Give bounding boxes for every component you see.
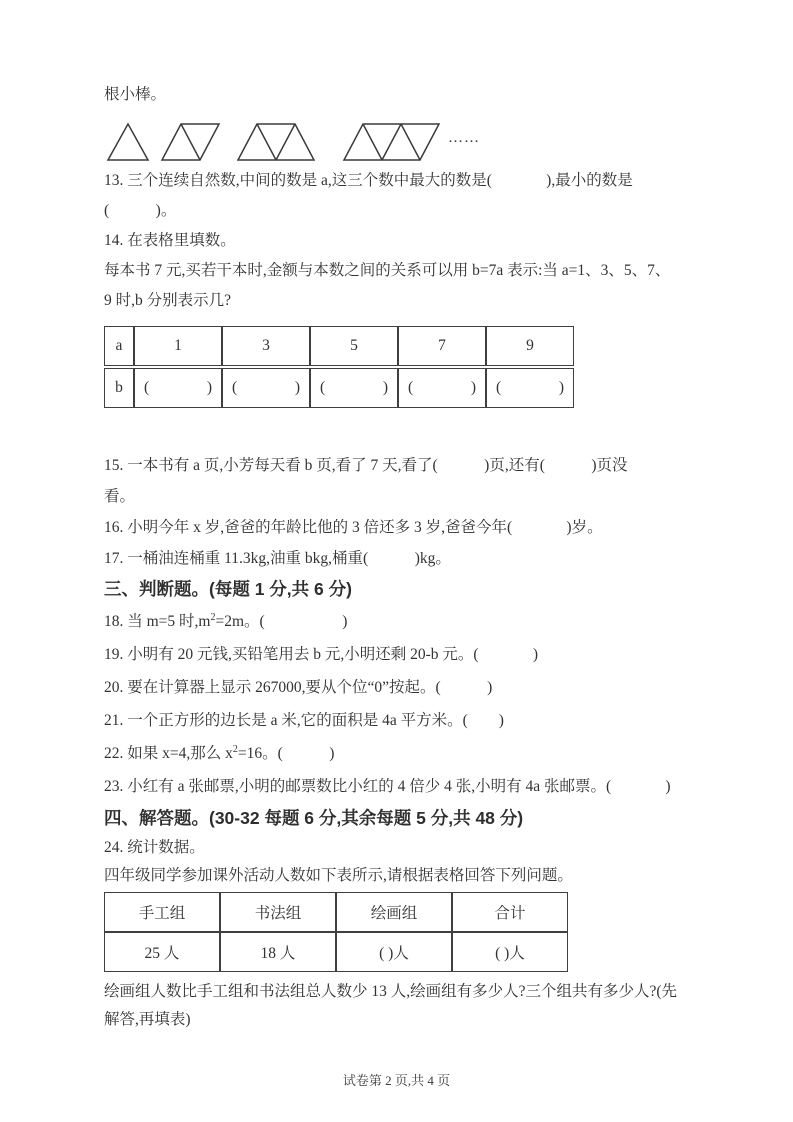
page-content [104,80,714,1034]
question-22-post: =16。( ) [237,745,335,762]
paren-open: ( [232,379,238,396]
group-value-cell: 25 人 [104,932,220,972]
table-row-a [104,326,574,366]
section-3-heading: 三、判断题。(每题 1 分,共 6 分) [104,579,352,599]
prev-question-tail: 根小棒。 [104,86,167,103]
table-row-b [104,368,574,408]
triangle-pattern-figure [104,116,714,164]
question-19: 19. 小明有 20 元钱,买铅笔用去 b 元,小明还剩 20-b 元。( ) [104,646,538,663]
ellipsis-dots: …… [448,129,480,146]
question-22-pre: 22. 如果 x=4,那么 x [104,745,233,762]
section-4-heading: 四、解答题。(30-32 每题 6 分,其余每题 5 分,共 48 分) [104,808,524,828]
paren-close: ) [382,379,388,396]
question-15-line1: 15. 一本书有 a 页,小芳每天看 b 页,看了 7 天,看了( )页,还有( )页没 [104,457,628,474]
question-23: 23. 小红有 a 张邮票,小明的邮票数比小红的 4 倍少 4 张,小明有 4a 张邮票。( ) [104,778,671,795]
group-header-cell: 合计 [452,892,568,932]
question-18-post: =2m。( ) [215,613,348,630]
groups-value-row [104,932,568,972]
paren-close: ) [294,379,300,396]
row-a-cell: 9 [486,326,574,366]
superscript-2: 2 [210,611,216,623]
question-20: 20. 要在计算器上显示 267000,要从个位“0”按起。( ) [104,679,493,696]
paren-close: ) [206,379,212,396]
row-a-cell: 3 [222,326,310,366]
question-24-prompt-line2: 解答,再填表) [104,1011,191,1028]
row-b-blank-cell [222,368,310,408]
question-14-desc-line1: 每本书 7 元,买若干本时,金额与本数之间的关系可以用 b=7a 表示:当 a=1、3、5、7、 [104,262,671,279]
paren-open: ( [496,379,502,396]
group-value-cell: ( )人 [336,932,452,972]
question-13-line1: 13. 三个连续自然数,中间的数是 a,这三个数中最大的数是( ),最小的数是 [104,172,633,189]
question-16: 16. 小明今年 x 岁,爸爸的年龄比他的 3 倍还多 3 岁,爸爸今年( )岁。 [104,519,603,536]
group-header-cell: 书法组 [220,892,336,932]
q24-groups-table [104,892,568,972]
row-a-cell: 5 [310,326,398,366]
question-21: 21. 一个正方形的边长是 a 米,它的面积是 4a 平方米。( ) [104,712,504,729]
q14-fill-table [104,324,574,410]
question-17: 17. 一桶油连桶重 11.3kg,油重 bkg,桶重( )kg。 [104,550,451,567]
question-14-title: 14. 在表格里填数。 [104,232,236,249]
paren-open: ( [144,379,150,396]
page-footer: 试卷第 2 页,共 4 页 [342,1073,451,1088]
paren-close: ) [470,379,476,396]
paren-open: ( [320,379,326,396]
row-a-cell: 1 [134,326,222,366]
row-b-blank-cell [486,368,574,408]
question-18 [104,605,714,638]
row-b-blank-cell [310,368,398,408]
question-18-pre: 18. 当 m=5 时,m [104,613,211,630]
groups-header-row [104,892,568,932]
superscript-2: 2 [232,743,238,755]
question-24-desc: 四年级同学参加课外活动人数如下表所示,请根据表格回答下列问题。 [104,867,573,884]
question-15-line2: 看。 [104,488,136,505]
question-24-title: 24. 统计数据。 [104,839,205,856]
question-24-prompt-line1: 绘画组人数比手工组和书法组总人数少 13 人,绘画组有多少人?三个组共有多少人?(先 [104,983,678,1000]
row-b-blank-cell [398,368,486,408]
row-b-label: b [104,368,134,408]
paren-close: ) [558,379,564,396]
question-22 [104,737,714,770]
group-value-cell: ( )人 [452,932,568,972]
group-header-cell: 手工组 [104,892,220,932]
row-b-blank-cell [134,368,222,408]
row-a-cell: 7 [398,326,486,366]
triangle-shapes-icon [104,116,444,164]
question-13-line2: ( )。 [104,202,177,219]
group-header-cell: 绘画组 [336,892,452,932]
question-14-desc-line2: 9 时,b 分别表示几? [104,292,232,309]
paren-open: ( [408,379,414,396]
group-value-cell: 18 人 [220,932,336,972]
row-a-label: a [104,326,134,366]
